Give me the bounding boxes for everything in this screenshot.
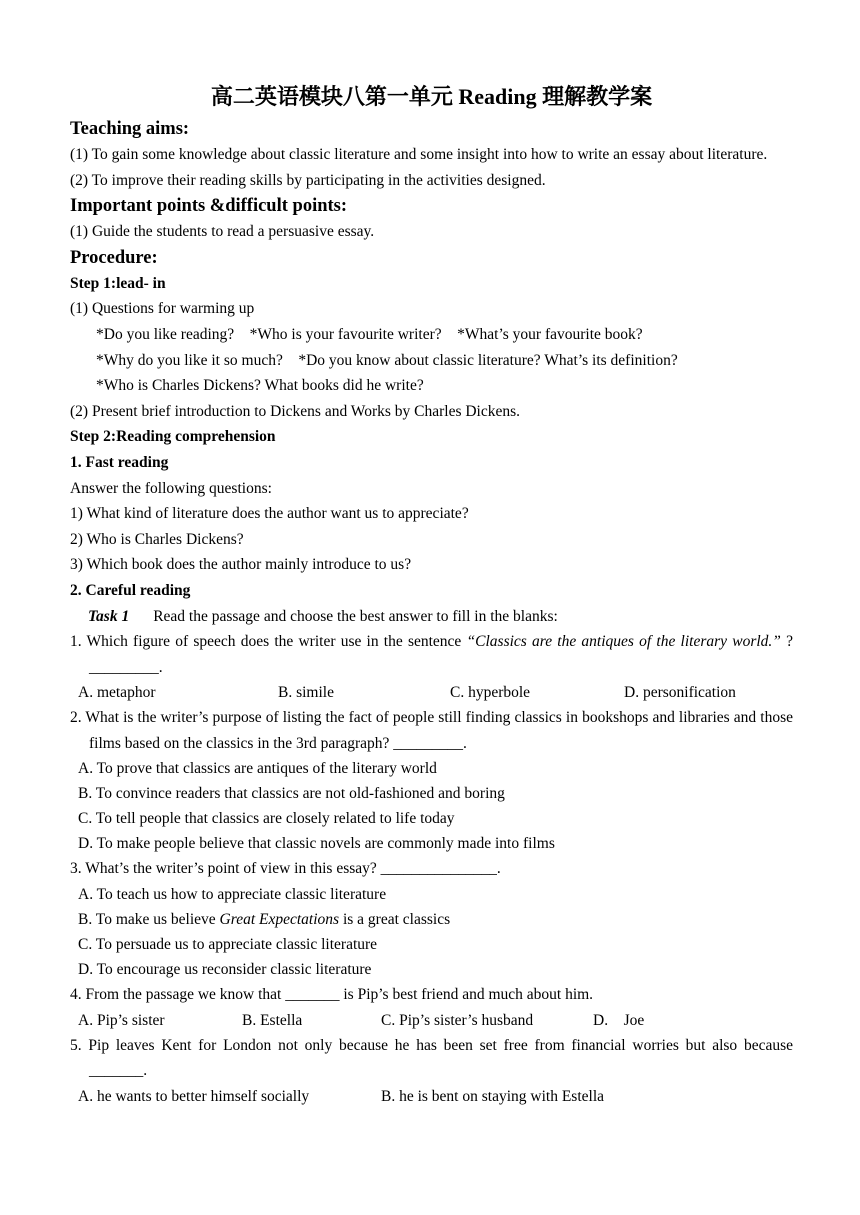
step1-sub1: (1) Questions for warming up (70, 300, 255, 318)
question-5-options (70, 1084, 793, 1109)
book-title: Great Expectations (219, 911, 340, 929)
option-b (70, 907, 793, 932)
option-b: B. Estella (242, 1011, 303, 1029)
warmup-question-line: *Why do you like it so much? *Do you know about classic literature? What’s its definition? (96, 351, 678, 369)
fast-reading-intro: Answer the following questions: (70, 479, 272, 497)
procedure-heading: Procedure: (70, 247, 158, 268)
aim-item: (1) To gain some knowledge about classic literature and some insight into how to write an essay about literature. (70, 146, 768, 163)
fast-reading-question: 2) Who is Charles Dickens? (70, 530, 244, 548)
task-label: Task 1 (88, 607, 130, 625)
warmup-question-line: *Do you like reading? *Who is your favourite writer? *What’s your favourite book? (96, 325, 643, 343)
option-a: A. he wants to better himself socially (78, 1087, 310, 1105)
question-5: 5. Pip leaves Kent for London not only because he has been set free from financial worries but also because _______. (70, 1036, 793, 1080)
warmup-question-line: *Who is Charles Dickens? What books did he write? (96, 377, 424, 395)
option-c: C. To persuade us to appreciate classic literature (78, 936, 378, 954)
question-1 (70, 629, 793, 680)
task-instruction (70, 604, 793, 630)
option-a: A. To prove that classics are antiques of the literary world (78, 760, 437, 778)
point-item: (1) Guide the students to read a persuasive essay. (70, 223, 375, 241)
step1-sub2: (2) Present brief introduction to Dickens and Works by Charles Dickens. (70, 402, 521, 420)
option-d: D. To make people believe that classic novels are commonly made into films (78, 835, 555, 853)
option-b: B. he is bent on staying with Estella (381, 1087, 605, 1105)
question-1-quote: “Classics are the antiques of the literary world.” (466, 633, 781, 651)
option-c: C. hyperbole (450, 684, 531, 702)
question-1-blank: ? _________. (89, 633, 793, 676)
careful-reading-heading: 2. Careful reading (70, 581, 191, 599)
aim-item: (2) To improve their reading skills by participating in the activities designed. (70, 171, 546, 189)
fast-reading-question: 1) What kind of literature does the author want us to appreciate? (70, 505, 469, 523)
step1-heading: Step 1:lead- in (70, 274, 166, 292)
page-title: 高二英语模块八第一单元 Reading 理解教学案 (210, 84, 653, 109)
fast-reading-heading: 1. Fast reading (70, 453, 169, 471)
option-a: A. Pip’s sister (78, 1011, 165, 1029)
option-d: D. Joe (593, 1011, 645, 1029)
teaching-aims-heading: Teaching aims: (70, 119, 190, 139)
question-1-text: 1. Which figure of speech does the writer use in the sentence (70, 633, 467, 651)
option-a: A. To teach us how to appreciate classic literature (78, 886, 387, 904)
option-c: C. Pip’s sister’s husband (381, 1011, 534, 1029)
question-4-options (70, 1008, 793, 1033)
task-text: Read the passage and choose the best answer to fill in the blanks: (153, 607, 558, 625)
option-b-rest: is a great classics (339, 911, 451, 929)
option-d: D. To encourage us reconsider classic literature (78, 961, 372, 979)
option-a: A. metaphor (78, 684, 156, 702)
lesson-plan-page (70, 80, 793, 1109)
option-d: D. personification (624, 684, 736, 702)
question-1-options (70, 680, 793, 705)
option-b-text: B. To make us believe (78, 911, 220, 929)
question-4: 4. From the passage we know that _______ is Pip’s best friend and much about him. (70, 986, 594, 1004)
question-3: 3. What’s the writer’s point of view in this essay? _______________. (70, 860, 501, 878)
option-c: C. To tell people that classics are closely related to life today (78, 810, 455, 828)
question-2: 2. What is the writer’s purpose of listing the fact of people still finding classics in bookshops and libraries and those films based on the classics in the 3rd paragraph? _________. (70, 709, 793, 752)
option-b: B. simile (278, 684, 334, 702)
important-points-heading: Important points &difficult points: (70, 196, 348, 217)
step2-heading: Step 2:Reading comprehension (70, 428, 276, 446)
fast-reading-question: 3) Which book does the author mainly introduce to us? (70, 556, 412, 574)
option-b: B. To convince readers that classics are not old-fashioned and boring (78, 785, 505, 803)
